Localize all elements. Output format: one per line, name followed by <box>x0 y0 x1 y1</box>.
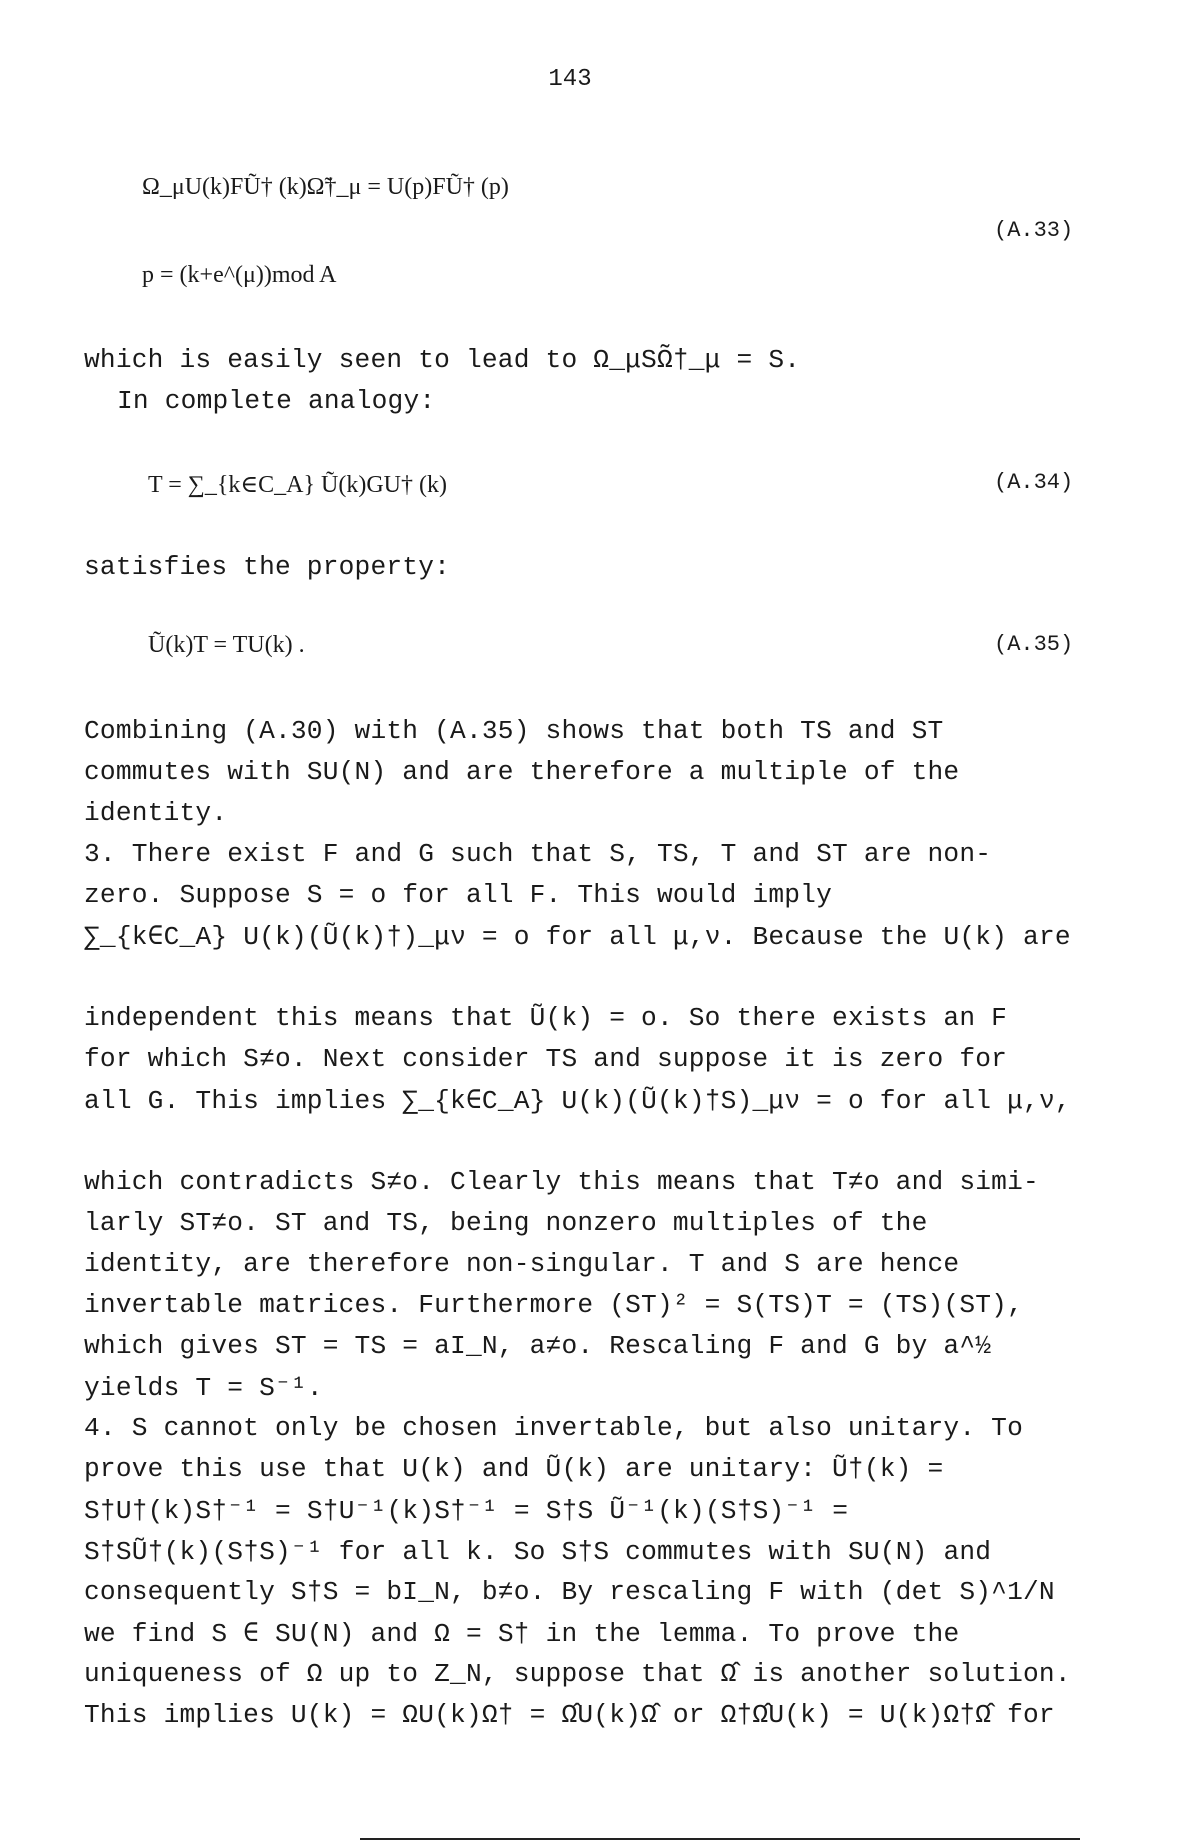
equation-a35: Ũ(k)T = TU(k) . <box>148 632 305 658</box>
text-line: prove this use that U(k) and Ũ(k) are unitary: Ũ†(k) = <box>84 1454 944 1484</box>
text-line: commutes with SU(N) and are therefore a multiple of the <box>84 757 960 787</box>
footer-rule <box>360 1838 1080 1840</box>
text-line: consequently S†S = bI_N, b≠o. By rescaling F with (det S)^1/N <box>84 1577 1055 1607</box>
text-line: In complete analogy: <box>117 386 436 416</box>
text-line: S†SŨ†(k)(S†S)⁻¹ for all k. So S†S commutes with SU(N) and <box>84 1537 992 1567</box>
text-line: uniqueness of Ω up to Z_N, suppose that Ω̂ is another solution. <box>84 1659 1071 1689</box>
equation-number-a33: (A.33) <box>994 218 1074 243</box>
text-line: zero. Suppose S = o for all F. This would imply <box>84 880 833 910</box>
text-line: independent this means that Ũ(k) = o. So there exists an F <box>84 1003 1008 1033</box>
text-line: invertable matrices. Furthermore (ST)² = S(TS)T = (TS)(ST), <box>84 1290 1023 1320</box>
text-line: 3. There exist F and G such that S, TS, T and ST are non- <box>84 839 992 869</box>
text-line: satisfies the property: <box>84 552 451 582</box>
equation-a34: T = ∑_{k∈C_A} Ũ(k)GU† (k) <box>148 472 447 498</box>
text-line: identity, are therefore non-singular. T and S are hence <box>84 1249 960 1279</box>
equation-number-a35: (A.35) <box>994 632 1074 657</box>
text-line: S†U†(k)S†⁻¹ = S†U⁻¹(k)S†⁻¹ = S†S Ũ⁻¹(k)(S†S)⁻¹ = <box>84 1496 849 1526</box>
text-line: larly ST≠o. ST and TS, being nonzero multiples of the <box>84 1208 928 1238</box>
equation-number-a34: (A.34) <box>994 470 1074 495</box>
text-line: which is easily seen to lead to Ω_μSΩ̃†_μ = S. <box>84 345 801 375</box>
text-line: identity. <box>84 798 228 828</box>
text-line: all G. This implies ∑_{k∈C_A} U(k)(Ũ(k)†S)_μν = o for all μ,ν, <box>84 1086 1071 1116</box>
text-line: Combining (A.30) with (A.35) shows that both TS and ST <box>84 716 944 746</box>
text-line: for which S≠o. Next consider TS and suppose it is zero for <box>84 1044 1008 1074</box>
text-line: which contradicts S≠o. Clearly this means that T≠o and simi- <box>84 1167 1039 1197</box>
text-line: which gives ST = TS = aI_N, a≠o. Rescaling F and G by a^½ <box>84 1331 992 1361</box>
text-line: 4. S cannot only be chosen invertable, but also unitary. To <box>84 1413 1023 1443</box>
text-line: we find S ∈ SU(N) and Ω = S† in the lemma. To prove the <box>84 1619 960 1649</box>
page-number: 143 <box>548 66 592 93</box>
text-line: yields T = S⁻¹. <box>84 1373 323 1403</box>
text-line: ∑_{k∈C_A} U(k)(Ũ(k)†)_μν = o for all μ,ν. Because the U(k) are <box>84 922 1071 952</box>
text-line: This implies U(k) = ΩU(k)Ω† = Ω̂U(k)Ω̂ or Ω†Ω̂U(k) = U(k)Ω†Ω̂ for <box>84 1700 1055 1730</box>
equation-a33-line1: Ω_μU(k)FŨ† (k)Ω̃†_μ = U(p)FŨ† (p) <box>142 174 509 200</box>
equation-a33-line2: p = (k+e^(μ))mod A <box>142 262 337 288</box>
